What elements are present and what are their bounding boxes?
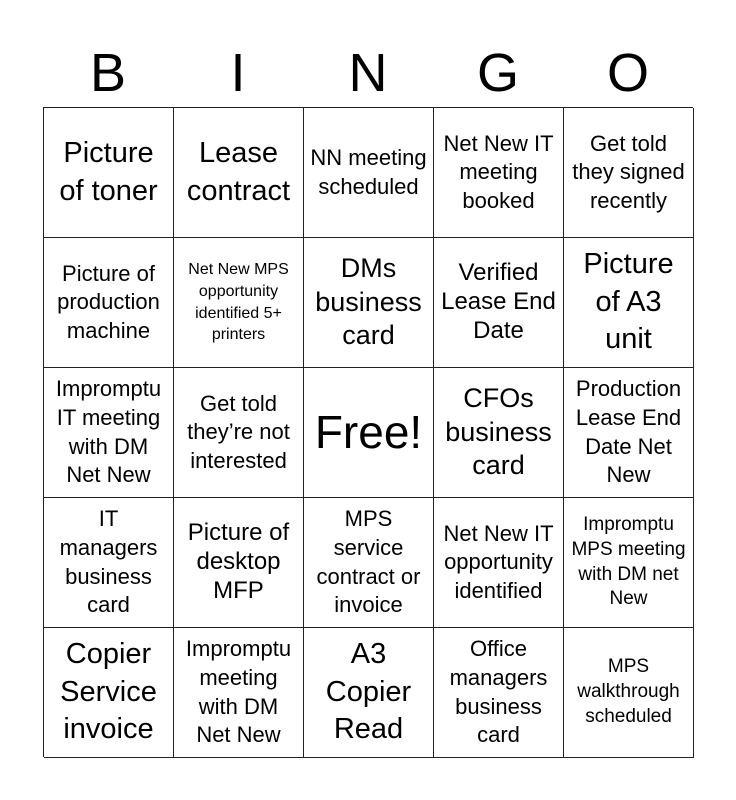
bingo-header (43, 40, 693, 106)
bingo-cell[interactable]: Production Lease End Date Net New (564, 368, 694, 498)
bingo-cell[interactable]: A3 Copier Read (304, 628, 434, 758)
bingo-cell[interactable]: MPS service contract or invoice (304, 498, 434, 628)
bingo-cell[interactable]: Picture of desktop MFP (174, 498, 304, 628)
header-letter-i: I (230, 43, 246, 103)
bingo-cell[interactable]: Get told they signed recently (564, 108, 694, 238)
bingo-cell[interactable]: IT managers business card (44, 498, 174, 628)
bingo-cell[interactable]: Verified Lease End Date (434, 238, 564, 368)
bingo-cell[interactable]: Impromptu IT meeting with DM Net New (44, 368, 174, 498)
bingo-cell[interactable]: Office managers business card (434, 628, 564, 758)
bingo-cell[interactable]: Impromptu MPS meeting with DM net New (564, 498, 694, 628)
bingo-cell[interactable]: MPS walkthrough scheduled (564, 628, 694, 758)
bingo-cell[interactable]: Net New IT opportunity identified (434, 498, 564, 628)
bingo-card-grid (43, 107, 693, 757)
header-letter-g: G (476, 43, 519, 103)
header-letter-n: N (348, 43, 388, 103)
bingo-cell[interactable]: Lease contract (174, 108, 304, 238)
bingo-cell[interactable]: Picture of toner (44, 108, 174, 238)
bingo-cell[interactable]: Get told they’re not interested (174, 368, 304, 498)
free-space-cell[interactable]: Free! (304, 368, 434, 498)
bingo-cell[interactable]: Picture of A3 unit (564, 238, 694, 368)
bingo-cell[interactable]: Net New MPS opportunity identified 5+ printers (174, 238, 304, 368)
bingo-cell[interactable]: NN meeting scheduled (304, 108, 434, 238)
header-letter-o: O (606, 43, 649, 103)
bingo-cell[interactable]: Impromptu meeting with DM Net New (174, 628, 304, 758)
bingo-cell[interactable]: Net New IT meeting booked (434, 108, 564, 238)
bingo-cell[interactable]: CFOs business card (434, 368, 564, 498)
header-letter-b: B (89, 43, 127, 103)
bingo-cell[interactable]: Copier Service invoice (44, 628, 174, 758)
bingo-cell[interactable]: Picture of production machine (44, 238, 174, 368)
bingo-cell[interactable]: DMs business card (304, 238, 434, 368)
